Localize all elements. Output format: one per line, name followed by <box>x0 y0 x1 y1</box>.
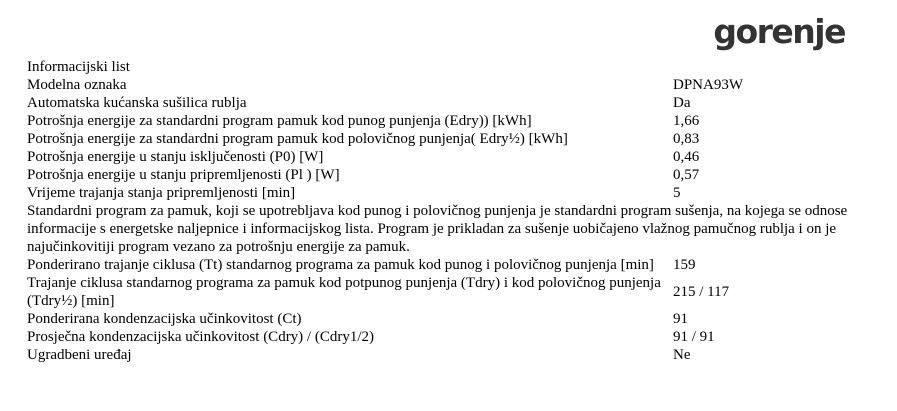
row-value: 0,57 <box>673 167 700 183</box>
row-energy-full-load <box>27 112 867 130</box>
row-value: Ne <box>673 347 691 363</box>
row-weighted-condensation <box>27 310 867 328</box>
information-sheet <box>27 58 867 364</box>
row-label: Potrošnja energije za standardni program pamuk kod punog punjenja (Edry)) [kWh] <box>27 113 532 129</box>
row-label: Ugradbeni uređaj <box>27 347 132 363</box>
row-label: Ponderirano trajanje ciklusa (Tt) standarnog programa za pamuk kod punog i polovičnog punjenja [min] <box>27 257 654 273</box>
row-label: Vrijeme trajanja stanja pripremljenosti [min] <box>27 185 296 201</box>
row-value: 0,46 <box>673 149 700 165</box>
row-value: Da <box>673 95 691 111</box>
row-value: 215 / 117 <box>673 284 730 300</box>
row-built-in <box>27 346 867 364</box>
row-power-left-on-mode <box>27 166 867 184</box>
row-model <box>27 76 867 94</box>
row-value: DPNA93W <box>673 77 743 93</box>
row-automatic-dryer <box>27 94 867 112</box>
row-label: Modelna oznaka <box>27 77 127 93</box>
row-label: Automatska kućanska sušilica rublja <box>27 95 247 111</box>
sheet-title: Informacijski list <box>27 59 130 75</box>
row-label: Potrošnja energije za standardni program pamuk kod polovičnog punjenja( Edry½) [kWh] <box>27 131 568 147</box>
row-label: Ponderirana kondenzacijska učinkovitost (Ct) <box>27 311 302 327</box>
row-average-condensation <box>27 328 867 346</box>
row-power-off-mode <box>27 148 867 166</box>
row-left-on-duration <box>27 184 867 202</box>
row-label: Prosječna kondenzacijska učinkovitost (Cdry) / (Cdry1/2) <box>27 329 375 345</box>
row-value: 1,66 <box>673 113 700 129</box>
row-value: 159 <box>673 257 696 273</box>
row-value: 91 <box>673 311 688 327</box>
row-value: 0,83 <box>673 131 700 147</box>
row-weighted-cycle-time <box>27 256 867 274</box>
standard-program-note: Standardni program za pamuk, koji se upotrebljava kod punog i polovičnog punjenja je standardni program sušenja, na kojega se odnose informacije s energetske naljepnice i informacijskog lista. Program je prikladan za sušenje uobičajeno vlažnog pamučnog rublja i on je najučinkovitiji program vezano za potrošnju energije za pamuk. <box>27 203 848 255</box>
row-cycle-time-full-half <box>27 274 867 310</box>
row-label: Potrošnja energije u stanju isključenosti (P0) [W] <box>27 149 324 165</box>
row-label: Potrošnja energije u stanju pripremljenosti (Pl ) [W] <box>27 167 340 183</box>
row-energy-half-load <box>27 130 867 148</box>
gorenje-logo: gorenje <box>713 12 845 51</box>
row-label: Trajanje ciklusa standarnog programa za pamuk kod potpunog punjenja (Tdry) i kod polovičnog punjenja (Tdry½) [min] <box>27 275 661 309</box>
row-value: 91 / 91 <box>673 329 715 345</box>
row-value: 5 <box>673 185 681 201</box>
